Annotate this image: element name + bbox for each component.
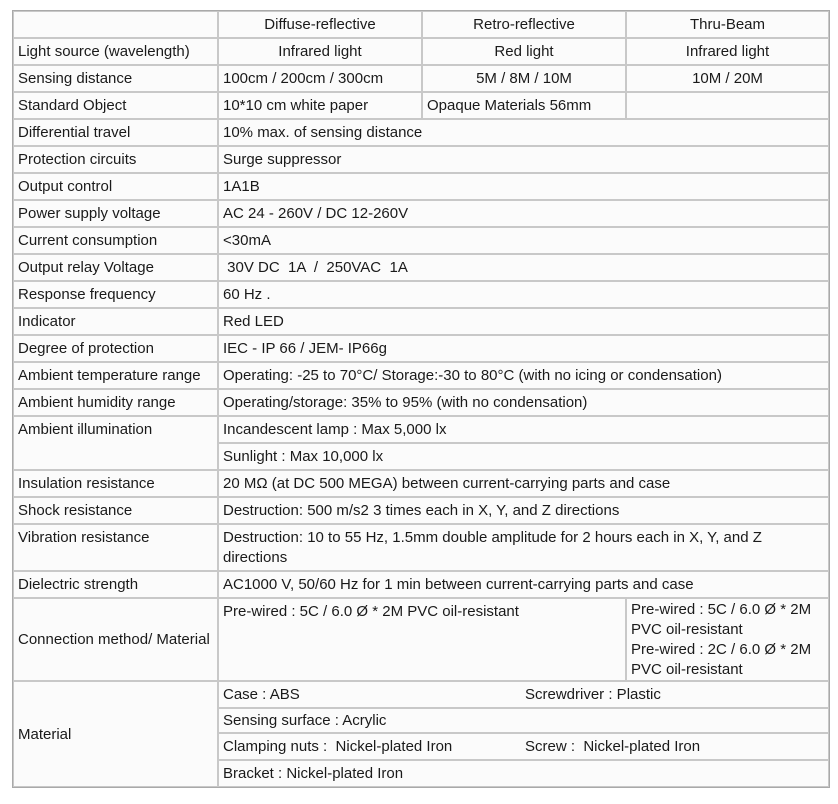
row-label: Shock resistance bbox=[13, 497, 218, 524]
cell-retro: Opaque Materials 56mm bbox=[422, 92, 626, 119]
cell-value: Operating: -25 to 70°C/ Storage:-30 to 80°C (with no icing or condensation) bbox=[218, 362, 829, 389]
cell-value-sunlight: Sunlight : Max 10,000 lx bbox=[218, 443, 829, 470]
material-case: Case : ABS bbox=[223, 686, 300, 703]
row-label: Standard Object bbox=[13, 92, 218, 119]
cell-value: 60 Hz . bbox=[218, 281, 829, 308]
row-label: Dielectric strength bbox=[13, 571, 218, 598]
row-power-supply bbox=[13, 200, 829, 227]
row-current-consumption bbox=[13, 227, 829, 254]
cell-retro: 5M / 8M / 10M bbox=[422, 65, 626, 92]
connection-thru-line-1: Pre-wired : 5C / 6.0 Ø * 2M PVC oil-resistant bbox=[631, 601, 812, 638]
connection-thru-line-2: Pre-wired : 2C / 6.0 Ø * 2M PVC oil-resistant bbox=[631, 641, 812, 678]
row-output-control bbox=[13, 173, 829, 200]
cell-value: 10% max. of sensing distance bbox=[218, 119, 829, 146]
cell-material-case bbox=[218, 681, 829, 708]
row-label: Output relay Voltage bbox=[13, 254, 218, 281]
row-label: Power supply voltage bbox=[13, 200, 218, 227]
cell-value-lamp: Incandescent lamp : Max 5,000 lx bbox=[218, 416, 829, 443]
cell-value: Destruction: 10 to 55 Hz, 1.5mm double amplitude for 2 hours each in X, Y, and Z directions bbox=[218, 524, 829, 571]
row-label: Ambient humidity range bbox=[13, 389, 218, 416]
row-differential-travel bbox=[13, 119, 829, 146]
row-vibration-resistance bbox=[13, 524, 829, 571]
cell-thru bbox=[626, 92, 829, 119]
row-shock-resistance bbox=[13, 497, 829, 524]
header-blank bbox=[13, 11, 218, 38]
row-label: Sensing distance bbox=[13, 65, 218, 92]
cell-retro: Red light bbox=[422, 38, 626, 65]
cell-connection-thru bbox=[626, 598, 829, 681]
row-label: Degree of protection bbox=[13, 335, 218, 362]
header-row bbox=[13, 11, 829, 38]
header-retro: Retro-reflective bbox=[422, 11, 626, 38]
material-screw: Screw : Nickel-plated Iron bbox=[525, 738, 701, 755]
cell-material-nuts bbox=[218, 733, 829, 760]
row-sensing-distance bbox=[13, 65, 829, 92]
row-label: Protection circuits bbox=[13, 146, 218, 173]
cell-diffuse: 100cm / 200cm / 300cm bbox=[218, 65, 422, 92]
cell-value: 20 MΩ (at DC 500 MEGA) between current-carrying parts and case bbox=[218, 470, 829, 497]
cell-value: 1A1B bbox=[218, 173, 829, 200]
row-label: Current consumption bbox=[13, 227, 218, 254]
row-label: Response frequency bbox=[13, 281, 218, 308]
row-label: Ambient illumination bbox=[13, 416, 218, 470]
row-label: Ambient temperature range bbox=[13, 362, 218, 389]
row-light-source bbox=[13, 38, 829, 65]
cell-thru: 10M / 20M bbox=[626, 65, 829, 92]
row-label: Insulation resistance bbox=[13, 470, 218, 497]
row-label: Differential travel bbox=[13, 119, 218, 146]
cell-value: Red LED bbox=[218, 308, 829, 335]
row-indicator bbox=[13, 308, 829, 335]
row-ambient-temperature bbox=[13, 362, 829, 389]
row-output-relay bbox=[13, 254, 829, 281]
row-label: Material bbox=[13, 681, 218, 787]
row-material bbox=[13, 681, 829, 708]
cell-value: <30mA bbox=[218, 227, 829, 254]
material-bracket: Bracket : Nickel-plated Iron bbox=[218, 760, 829, 787]
row-dielectric-strength bbox=[13, 571, 829, 598]
row-response-frequency bbox=[13, 281, 829, 308]
spec-table bbox=[12, 10, 830, 788]
row-label: Connection method/ Material bbox=[13, 598, 218, 681]
row-label: Output control bbox=[13, 173, 218, 200]
row-insulation-resistance bbox=[13, 470, 829, 497]
row-degree-protection bbox=[13, 335, 829, 362]
row-ambient-humidity bbox=[13, 389, 829, 416]
cell-connection-main: Pre-wired : 5C / 6.0 Ø * 2M PVC oil-resistant bbox=[218, 598, 626, 681]
row-label: Light source (wavelength) bbox=[13, 38, 218, 65]
material-clamping-nuts: Clamping nuts : Nickel-plated Iron bbox=[223, 738, 453, 755]
cell-value: Destruction: 500 m/s2 3 times each in X, Y, and Z directions bbox=[218, 497, 829, 524]
material-screwdriver: Screwdriver : Plastic bbox=[525, 686, 661, 703]
cell-value: IEC - IP 66 / JEM- IP66g bbox=[218, 335, 829, 362]
cell-diffuse: Infrared light bbox=[218, 38, 422, 65]
row-protection-circuits bbox=[13, 146, 829, 173]
cell-value: 30V DC 1A / 250VAC 1A bbox=[218, 254, 829, 281]
cell-thru: Infrared light bbox=[626, 38, 829, 65]
row-standard-object bbox=[13, 92, 829, 119]
material-sensing-surface: Sensing surface : Acrylic bbox=[218, 708, 829, 733]
cell-value: Operating/storage: 35% to 95% (with no condensation) bbox=[218, 389, 829, 416]
cell-value: Surge suppressor bbox=[218, 146, 829, 173]
header-diffuse: Diffuse-reflective bbox=[218, 11, 422, 38]
row-label: Indicator bbox=[13, 308, 218, 335]
cell-value: AC1000 V, 50/60 Hz for 1 min between current-carrying parts and case bbox=[218, 571, 829, 598]
cell-diffuse: 10*10 cm white paper bbox=[218, 92, 422, 119]
header-thru: Thru-Beam bbox=[626, 11, 829, 38]
row-ambient-illumination bbox=[13, 416, 829, 443]
row-connection-method bbox=[13, 598, 829, 681]
cell-value: AC 24 - 260V / DC 12-260V bbox=[218, 200, 829, 227]
row-label: Vibration resistance bbox=[13, 524, 218, 571]
